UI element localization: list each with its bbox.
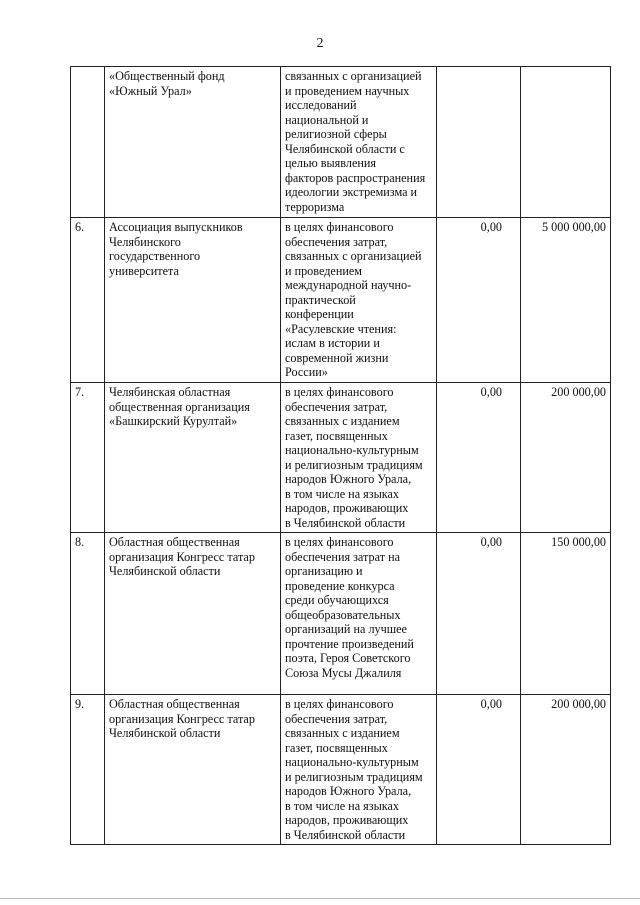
amount-cell: 200 000,00 bbox=[521, 695, 611, 845]
purpose-cell: в целях финансового обеспечения затрат, связанных с изданием газет, посвященных национально-культурным и религиозным традициям народов Южного Урала, в том числе на языках народов, проживающих в Челябинской области bbox=[281, 383, 437, 533]
grants-table bbox=[70, 66, 611, 845]
table-row bbox=[71, 218, 611, 383]
table-row bbox=[71, 533, 611, 695]
organization-cell: Ассоциация выпускников Челябинского государственного университета bbox=[105, 218, 281, 383]
purpose-cell: в целях финансового обеспечения затрат, связанных с изданием газет, посвященных национально-культурным и религиозным традициям народов Южного Урала, в том числе на языках народов, проживающих в Челябинской области bbox=[281, 695, 437, 845]
organization-cell: «Общественный фонд «Южный Урал» bbox=[105, 67, 281, 218]
purpose-cell: связанных с организацией и проведением научных исследований национальной и религиозной сферы Челябинской области с целью выявления факторов распространения идеологии экстремизма и терроризма bbox=[281, 67, 437, 218]
table-row bbox=[71, 67, 611, 218]
purpose-cell: в целях финансового обеспечения затрат, связанных с организацией и проведением международной научно- практической конференции «Расулевские чтения: ислам в истории и современной жизни России» bbox=[281, 218, 437, 383]
row-number: 6. bbox=[71, 218, 105, 383]
organization-cell: Челябинская областная общественная организация «Башкирский Курултай» bbox=[105, 383, 281, 533]
amount-cell: 0,00 bbox=[437, 695, 521, 845]
row-number: 9. bbox=[71, 695, 105, 845]
amount-cell: 0,00 bbox=[437, 533, 521, 695]
purpose-cell: в целях финансового обеспечения затрат на организацию и проведение конкурса среди обучающихся общеобразовательных организаций на лучшее прочтение произведений поэта, Героя Советского Союза Мусы Джалиля bbox=[281, 533, 437, 695]
amount-cell: 5 000 000,00 bbox=[521, 218, 611, 383]
amount-cell: 0,00 bbox=[437, 383, 521, 533]
amount-cell bbox=[437, 67, 521, 218]
organization-cell: Областная общественная организация Конгресс татар Челябинской области bbox=[105, 533, 281, 695]
amount-cell bbox=[521, 67, 611, 218]
amount-cell: 0,00 bbox=[437, 218, 521, 383]
row-number: 8. bbox=[71, 533, 105, 695]
row-number: 7. bbox=[71, 383, 105, 533]
table-row bbox=[71, 383, 611, 533]
page-number: 2 bbox=[316, 36, 324, 51]
organization-cell: Областная общественная организация Конгресс татар Челябинской области bbox=[105, 695, 281, 845]
page-bottom-rule bbox=[0, 898, 640, 899]
table-row bbox=[71, 695, 611, 845]
amount-cell: 200 000,00 bbox=[521, 383, 611, 533]
row-number bbox=[71, 67, 105, 218]
amount-cell: 150 000,00 bbox=[521, 533, 611, 695]
